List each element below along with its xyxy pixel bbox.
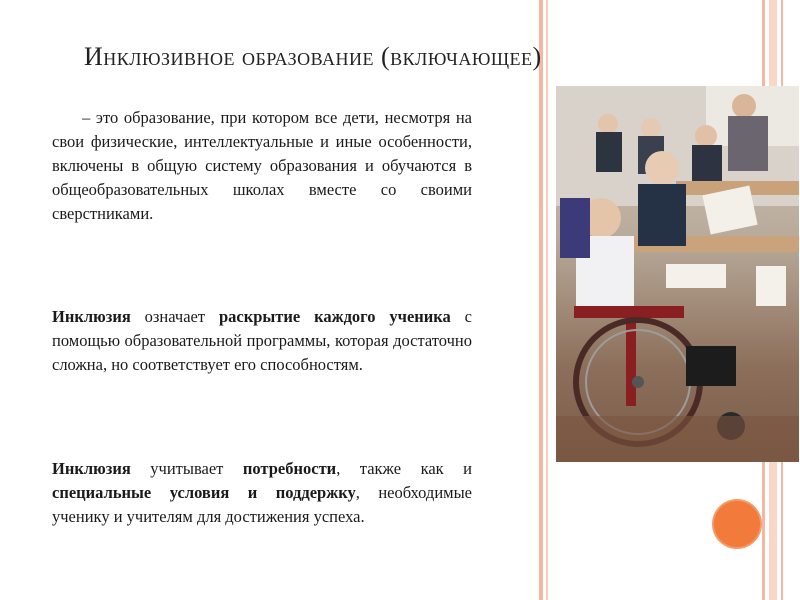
paragraph-text: , необходимые ученику и учителям для достижения успеха.: [52, 483, 472, 526]
term-inclusion: Инклюзия: [52, 307, 131, 326]
accent-circle: [714, 501, 760, 547]
emphasis-text: потребности: [242, 459, 337, 478]
classroom-photo: [556, 86, 799, 462]
slide-title: Инклюзивное образование (включающее): [84, 42, 542, 71]
definition-paragraph: – это образование, при котором все дети, несмотря на свои физические, интеллектуальные и иные особенности, включены в общую систему образования и обучаются в общеобразовательных школах вместе со своими сверстниками.: [52, 108, 472, 223]
term-inclusion: Инклюзия: [52, 459, 131, 478]
decor-stripe: [539, 0, 543, 600]
inclusion-needs-paragraph: [52, 457, 472, 529]
classroom-illustration: [556, 86, 799, 462]
emphasis-text: специальные условия и поддержку: [52, 483, 356, 502]
paragraph-text: означает: [130, 307, 219, 326]
inclusion-meaning-paragraph: [52, 305, 472, 377]
decor-stripe: [546, 0, 548, 600]
paragraph-text: с помощью образовательной программы, которая достаточно сложна, но соответствует его способностям.: [52, 307, 473, 374]
emphasis-text: раскрытие каждого ученика: [218, 307, 451, 326]
paragraph-text: , также как и: [336, 459, 472, 478]
paragraph-text: учитывает: [130, 459, 243, 478]
